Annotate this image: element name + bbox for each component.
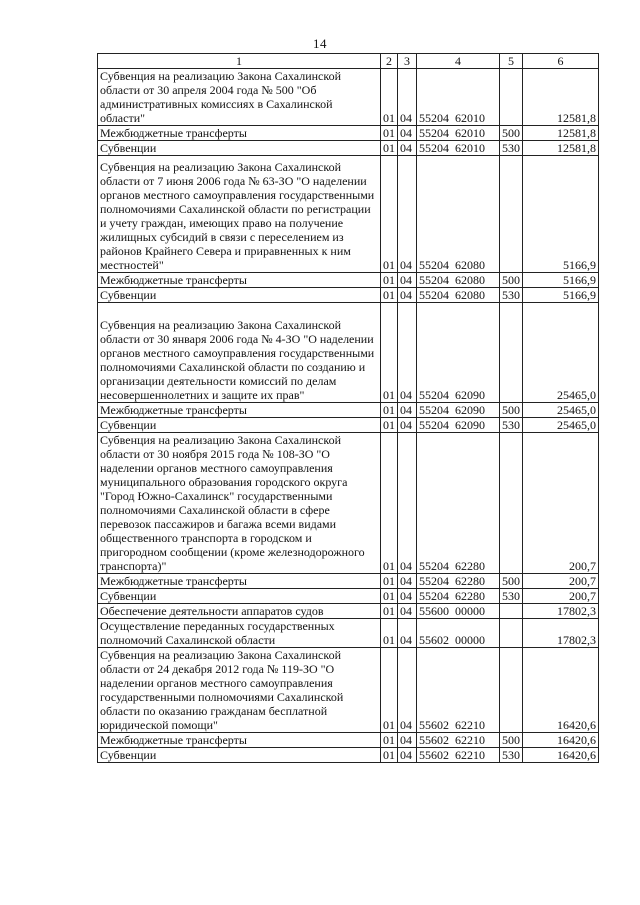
table-row <box>98 156 599 273</box>
expense-name-cell: Межбюджетные трансферты <box>98 126 381 141</box>
target-article-cell: 55602 62210 <box>417 648 500 733</box>
target-article-cell: 55204 62090 <box>417 303 500 403</box>
expense-type-cell: 500 <box>500 273 523 288</box>
amount-cell: 5166,9 <box>523 288 599 303</box>
amount-cell: 200,7 <box>523 589 599 604</box>
table-row <box>98 69 599 126</box>
expense-name-cell: Межбюджетные трансферты <box>98 273 381 288</box>
amount-cell: 17802,3 <box>523 619 599 648</box>
expense-type-cell: 530 <box>500 141 523 156</box>
expense-type-cell: 500 <box>500 403 523 418</box>
expense-type-cell <box>500 648 523 733</box>
amount-cell: 200,7 <box>523 433 599 574</box>
table-row <box>98 748 599 763</box>
amount-cell: 25465,0 <box>523 418 599 433</box>
target-article-cell: 55204 62080 <box>417 273 500 288</box>
subsection-code-cell: 04 <box>398 156 417 273</box>
expense-name-cell: Субвенция на реализацию Закона Сахалинской области от 24 декабря 2012 года № 119-ЗО "О наделении органов местного самоуправления государственными полномочиями Сахалинской области по оказанию гражданам бесплатной юридической помощи" <box>98 648 381 733</box>
table-row <box>98 403 599 418</box>
section-code-cell: 01 <box>381 303 398 403</box>
section-code-cell: 01 <box>381 604 398 619</box>
section-code-cell: 01 <box>381 288 398 303</box>
subsection-code-cell: 04 <box>398 141 417 156</box>
table-row <box>98 273 599 288</box>
header-cell-subsection: 3 <box>398 54 417 69</box>
expense-name-cell: Субвенция на реализацию Закона Сахалинской области от 30 ноября 2015 года № 108-ЗО "О наделении органов местного самоуправления муниципального образования городского округа "Город Южно-Сахалинск" государственными полномочиями Сахалинской области в сфере перевозок пассажиров и багажа всеми видами общественного транспорта в городском и пригородном сообщении (кроме железнодорожного транспорта)" <box>98 433 381 574</box>
subsection-code-cell: 04 <box>398 403 417 418</box>
expense-type-cell <box>500 433 523 574</box>
table-row <box>98 619 599 648</box>
table-header-row <box>98 54 599 69</box>
amount-cell: 17802,3 <box>523 604 599 619</box>
expense-type-cell: 530 <box>500 418 523 433</box>
subsection-code-cell: 04 <box>398 604 417 619</box>
target-article-cell: 55602 62210 <box>417 748 500 763</box>
expense-name-cell: Обеспечение деятельности аппаратов судов <box>98 604 381 619</box>
expense-name-cell: Субвенции <box>98 141 381 156</box>
amount-cell: 200,7 <box>523 574 599 589</box>
expense-type-cell <box>500 303 523 403</box>
amount-cell: 16420,6 <box>523 748 599 763</box>
expense-name-cell: Субвенции <box>98 418 381 433</box>
expense-name-cell: Субвенции <box>98 288 381 303</box>
expense-name-cell: Субвенции <box>98 589 381 604</box>
budget-table <box>97 53 599 763</box>
header-cell-name: 1 <box>98 54 381 69</box>
table-row <box>98 589 599 604</box>
amount-cell: 25465,0 <box>523 403 599 418</box>
section-code-cell: 01 <box>381 418 398 433</box>
target-article-cell: 55204 62280 <box>417 589 500 604</box>
section-code-cell: 01 <box>381 589 398 604</box>
amount-cell: 16420,6 <box>523 733 599 748</box>
section-code-cell: 01 <box>381 126 398 141</box>
subsection-code-cell: 04 <box>398 574 417 589</box>
target-article-cell: 55204 62010 <box>417 126 500 141</box>
table-row <box>98 433 599 574</box>
table-row <box>98 574 599 589</box>
table-row <box>98 418 599 433</box>
expense-type-cell <box>500 156 523 273</box>
target-article-cell: 55602 00000 <box>417 619 500 648</box>
expense-name-cell: Осуществление переданных государственных полномочий Сахалинской области <box>98 619 381 648</box>
section-code-cell: 01 <box>381 403 398 418</box>
expense-name-cell: Субвенции <box>98 748 381 763</box>
subsection-code-cell: 04 <box>398 69 417 126</box>
subsection-code-cell: 04 <box>398 433 417 574</box>
target-article-cell: 55602 62210 <box>417 733 500 748</box>
expense-name-cell: Межбюджетные трансферты <box>98 403 381 418</box>
target-article-cell: 55600 00000 <box>417 604 500 619</box>
target-article-cell: 55204 62010 <box>417 69 500 126</box>
section-code-cell: 01 <box>381 748 398 763</box>
subsection-code-cell: 04 <box>398 589 417 604</box>
target-article-cell: 55204 62280 <box>417 574 500 589</box>
section-code-cell: 01 <box>381 141 398 156</box>
target-article-cell: 55204 62080 <box>417 156 500 273</box>
expense-name-cell: Субвенция на реализацию Закона Сахалинской области от 30 января 2006 года № 4-ЗО "О наделении органов местного самоуправления государственными полномочиями Сахалинской области по созданию и организации деятельности комиссий по делам несовершеннолетних и защите их прав" <box>98 303 381 403</box>
expense-type-cell: 500 <box>500 733 523 748</box>
subsection-code-cell: 04 <box>398 648 417 733</box>
expense-name-cell: Субвенция на реализацию Закона Сахалинской области от 7 июня 2006 года № 63-ЗО "О наделении органов местного самоуправления государственными полномочиями Сахалинской области по регистрации и учету граждан, имеющих право на получение жилищных субсидий в связи с переселением из районов Крайнего Севера и приравненных к ним местностей" <box>98 156 381 273</box>
expense-type-cell: 500 <box>500 126 523 141</box>
subsection-code-cell: 04 <box>398 126 417 141</box>
amount-cell: 12581,8 <box>523 69 599 126</box>
section-code-cell: 01 <box>381 619 398 648</box>
subsection-code-cell: 04 <box>398 733 417 748</box>
expense-type-cell <box>500 619 523 648</box>
section-code-cell: 01 <box>381 273 398 288</box>
page-number: 14 <box>313 36 327 51</box>
subsection-code-cell: 04 <box>398 418 417 433</box>
expense-type-cell: 530 <box>500 288 523 303</box>
target-article-cell: 55204 62090 <box>417 403 500 418</box>
subsection-code-cell: 04 <box>398 748 417 763</box>
amount-cell: 25465,0 <box>523 303 599 403</box>
table-row <box>98 648 599 733</box>
header-cell-expense-type: 5 <box>500 54 523 69</box>
target-article-cell: 55204 62280 <box>417 433 500 574</box>
expense-type-cell <box>500 604 523 619</box>
subsection-code-cell: 04 <box>398 303 417 403</box>
target-article-cell: 55204 62010 <box>417 141 500 156</box>
expense-name-cell: Межбюджетные трансферты <box>98 733 381 748</box>
expense-type-cell: 500 <box>500 574 523 589</box>
expense-name-cell: Межбюджетные трансферты <box>98 574 381 589</box>
subsection-code-cell: 04 <box>398 273 417 288</box>
table-row <box>98 733 599 748</box>
amount-cell: 12581,8 <box>523 141 599 156</box>
section-code-cell: 01 <box>381 733 398 748</box>
section-code-cell: 01 <box>381 433 398 574</box>
target-article-cell: 55204 62080 <box>417 288 500 303</box>
expense-type-cell: 530 <box>500 748 523 763</box>
table-row <box>98 303 599 403</box>
table-row <box>98 288 599 303</box>
subsection-code-cell: 04 <box>398 619 417 648</box>
table-row <box>98 126 599 141</box>
expense-type-cell <box>500 69 523 126</box>
header-cell-section: 2 <box>381 54 398 69</box>
table-row <box>98 604 599 619</box>
expense-type-cell: 530 <box>500 589 523 604</box>
amount-cell: 5166,9 <box>523 273 599 288</box>
header-cell-target-article: 4 <box>417 54 500 69</box>
header-cell-amount: 6 <box>523 54 599 69</box>
target-article-cell: 55204 62090 <box>417 418 500 433</box>
section-code-cell: 01 <box>381 574 398 589</box>
expense-name-cell: Субвенция на реализацию Закона Сахалинской области от 30 апреля 2004 года № 500 "Об административных комиссиях в Сахалинской области" <box>98 69 381 126</box>
table-row <box>98 141 599 156</box>
amount-cell: 16420,6 <box>523 648 599 733</box>
section-code-cell: 01 <box>381 69 398 126</box>
section-code-cell: 01 <box>381 156 398 273</box>
section-code-cell: 01 <box>381 648 398 733</box>
amount-cell: 5166,9 <box>523 156 599 273</box>
subsection-code-cell: 04 <box>398 288 417 303</box>
amount-cell: 12581,8 <box>523 126 599 141</box>
